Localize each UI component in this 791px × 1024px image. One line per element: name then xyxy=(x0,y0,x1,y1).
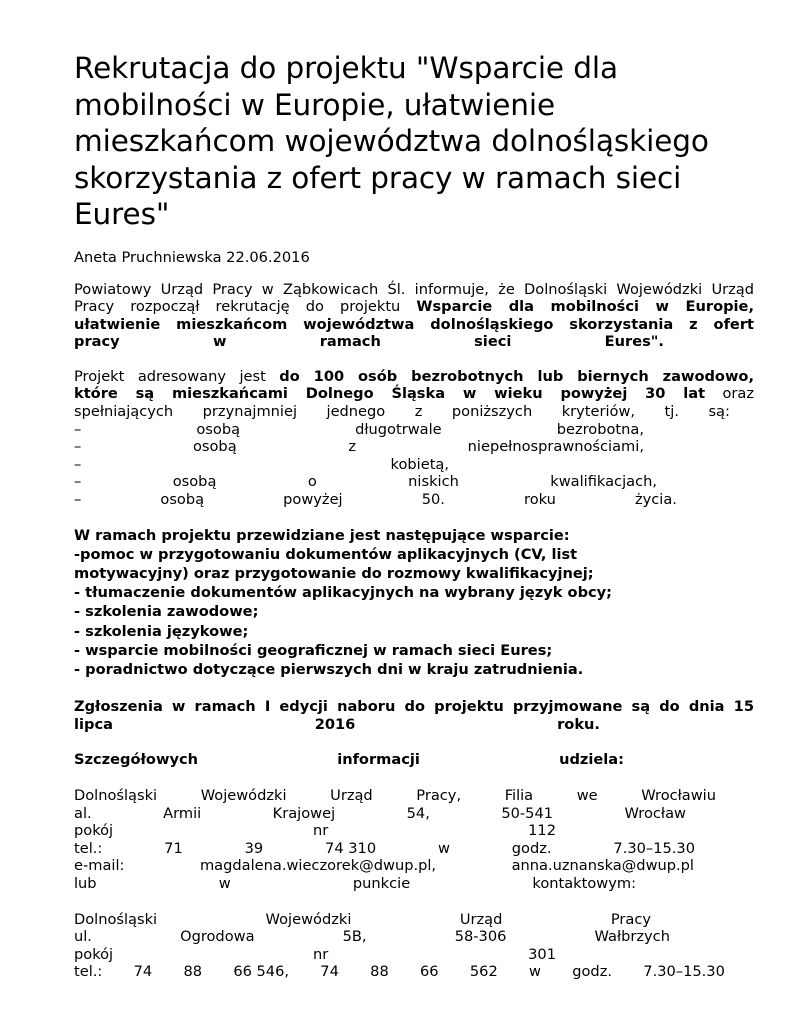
deadline-paragraph: Zgłoszenia w ramach I edycji naboru do projektu przyjmowane są do dnia 15 lipca 2016 roku. xyxy=(74,698,754,733)
contact-block-walbrzych: Dolnośląski Wojewódzki Urząd Pracy ul. Ogrodowa 5B, 58-306 Wałbrzych pokój nr 301 tel.: 74 88 66 546, 74 88 66 562 w godz. 7.30–15.30 xyxy=(74,910,725,981)
support-item: - tłumaczenie dokumentów aplikacyjnych na wybrany język obcy; xyxy=(74,584,613,602)
criteria-list xyxy=(74,421,754,509)
email-link[interactable]: anna.uznanska@dwup.pl xyxy=(511,857,694,875)
page-title: Rekrutacja do projektu "Wsparcie dla mobilności w Europie, ułatwienie mieszkańcom województwa dolnośląskiego skorzystania z ofert pracy w ramach sieci Eures" xyxy=(74,51,709,231)
support-item: - szkolenia językowe; xyxy=(74,622,249,640)
email-link[interactable]: magdalena.wieczorek@dwup.pl, xyxy=(199,857,437,875)
criteria-item: – osobą długotrwale bezrobotna, xyxy=(74,420,644,438)
document-page xyxy=(74,50,754,981)
target-line-3: spełniających przynajmniej jednego z poniższych kryteriów, tj. są: xyxy=(74,403,730,421)
details-heading: Szczegółowych informacji udziela: xyxy=(74,751,624,769)
criteria-item: – osobą o niskich kwalifikacjach, xyxy=(74,473,657,491)
criteria-item: – osobą powyżej 50. roku życia. xyxy=(74,491,677,509)
target-line-2: które są mieszkańcami Dolnego Śląska w wieku powyżej 30 lat oraz xyxy=(74,385,755,403)
support-item: motywacyjny) oraz przygotowanie do rozmowy kwalifikacyjnej; xyxy=(74,565,594,583)
support-item: -pomoc w przygotowaniu dokumentów aplikacyjnych (CV, list xyxy=(74,545,578,563)
contact-block-wroclaw: Dolnośląski Wojewódzki Urząd Pracy, Filia we Wrocławiu al. Armii Krajowej 54, 50-541 Wrocław pokój nr 112 tel.: 71 39 74 310 w godz. 7.30–15.30 e-mail: magdalena.wieczorek@dwup.pl, anna.uznanska@dwup.pl lub w punkcie kontaktowym: xyxy=(74,787,716,892)
intro-line-4: pracy w ramach sieci Eures". xyxy=(74,333,664,351)
support-heading: W ramach projektu przewidziane jest następujące wsparcie: xyxy=(74,526,570,544)
intro-line-1: Powiatowy Urząd Pracy w Ząbkowicach Śl. informuje, że Dolnośląski Wojewódzki Urząd xyxy=(74,280,754,298)
target-paragraph xyxy=(74,368,754,509)
intro-paragraph xyxy=(74,281,754,351)
target-line-1: Projekt adresowany jest do 100 osób bezrobotnych lub biernych zawodowo, xyxy=(74,367,754,385)
intro-line-2: Pracy rozpoczął rekrutację do projektu Wsparcie dla mobilności w Europie, xyxy=(74,298,754,316)
criteria-item: – kobietą, xyxy=(74,455,449,473)
support-item: - szkolenia zawodowe; xyxy=(74,603,259,621)
intro-line-3: ułatwienie mieszkańcom województwa dolnośląskiego skorzystania z ofert xyxy=(74,315,754,333)
support-section xyxy=(74,526,754,680)
support-item: - wsparcie mobilności geograficznej w ramach sieci Eures; xyxy=(74,641,553,659)
support-item: - poradnictwo dotyczące pierwszych dni w kraju zatrudnienia. xyxy=(74,661,584,679)
criteria-item: – osobą z niepełnosprawnościami, xyxy=(74,438,644,456)
author-date: Aneta Pruchniewska 22.06.2016 xyxy=(74,248,310,266)
